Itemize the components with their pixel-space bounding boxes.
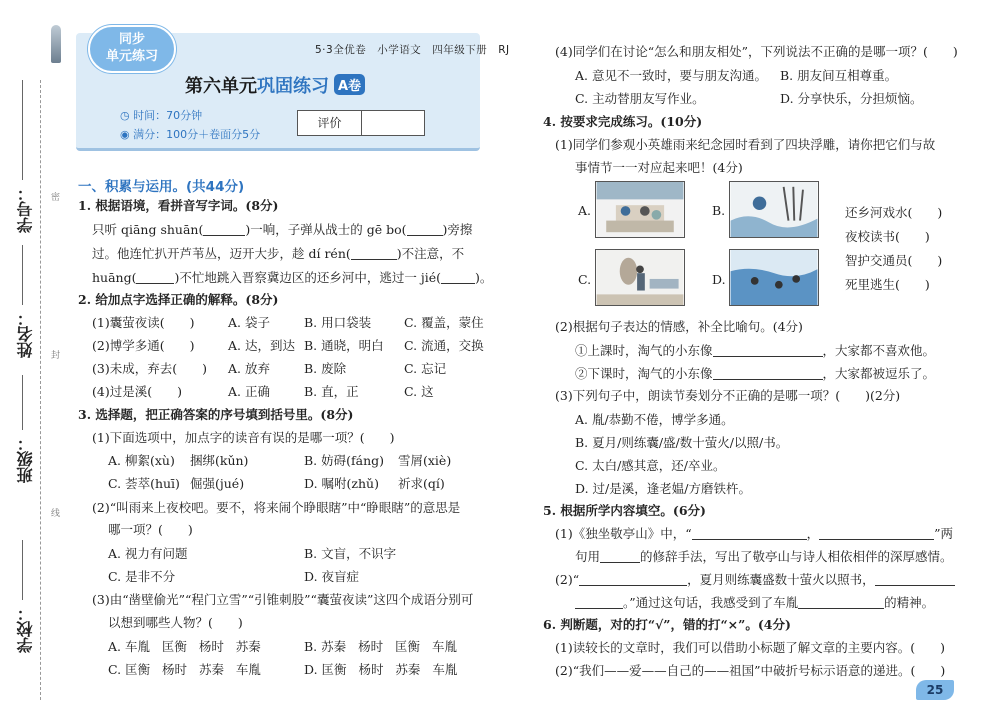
page-title: 第六单元巩固练习 A卷 [185,72,365,98]
q2-heading: 2. 给加点字选择正确的解释。(8分) [78,292,279,307]
q4-2-line1: ①上課时，淘气的小东像 ，大家都不喜欢他。 [575,343,936,358]
unit-badge-text: 同步 单元练习 [105,32,158,64]
q3-1-option-c2: 倔强(jué) [190,476,245,491]
q2-option: B. 废除 [304,361,347,376]
q1-line1: 只听 qiāng shuān( )一响，子弹从战士的 gē bo( )旁擦 [92,222,473,237]
q4-2-stem: (2)根据句子表达的情感，补全比喻句。(4分) [555,319,803,334]
poem-blank-2[interactable] [819,527,934,540]
q4-1-stem-cont: 事情节一一对应起来吧！(4分) [575,160,743,175]
q3-2-stem: (2)“叫雨来上夜校吧。要不，将来闹个睁眼瞎”中“睁眼瞎”的意思是 [92,500,461,515]
q3-3-option-a: A. 车胤 匡衡 杨时 苏秦 [108,639,261,654]
q3-3-option-d: D. 匡衡 杨时 苏秦 车胤 [304,662,458,677]
q1-blank-4[interactable] [136,271,174,284]
q2-option: A. 放弃 [228,361,270,376]
q3-3-stem: (3)由“凿壁偷光”“程门立雪”“引锥刺股”“囊萤夜读”这四个成语分别可 [92,592,474,607]
simile-blank-2[interactable] [713,367,823,380]
q2-option: A. 袋子 [228,315,270,330]
full-score: ◉ 满分：100分＋卷面分5分 [120,128,261,141]
q3-1-option-b2: 雪屑(xiè) [398,453,452,468]
seal-mark-xian: 线 [49,508,59,517]
match-item[interactable]: 还乡河戏水( ) [845,205,943,220]
q1-blank-2[interactable] [407,223,443,236]
q5-line3: (2)“ ，夏月则练囊盛数十萤火以照书， [555,570,955,588]
q4-3-option-b: B. 夏月/则练囊/盛/数十萤火/以照/书。 [575,435,789,450]
q1-line2: 过。他连忙扒开芦苇丛，迈开大步，趁 dí rén( )不注意，不 [92,246,465,261]
q3-3-option-b: B. 苏秦 杨时 匡衡 车胤 [304,639,457,654]
book-meta: 5·3全优卷 小学语文 四年级下册 RJ [315,44,510,56]
rocket-icon [51,25,61,63]
q2-option: A. 正确 [228,384,270,399]
school-blank[interactable] [22,540,23,600]
q3-1-option-a2: 捆绑(kǔn) [190,453,249,468]
quote-blank-2[interactable] [875,573,955,586]
q2-item[interactable]: (4)过是溪( ) [92,384,182,399]
q3-2-option-a: A. 视力有问题 [108,546,188,561]
q3-2-option-b: B. 文盲，不识字 [304,546,397,561]
name-label: 姓名： [16,310,35,358]
q3-2-option-d: D. 夜盲症 [304,569,360,584]
q6-item-1[interactable]: (1)读较长的文章时，我们可以借助小标题了解文章的主要内容。( ) [555,640,945,655]
version-tag: A卷 [334,74,365,95]
pic-label-b: B. [712,203,726,218]
q1-blank-1[interactable] [203,223,245,236]
q3-4-option-a: A. 意见不一致时，要与朋友沟通。 [575,68,767,83]
name-blank[interactable] [22,245,23,305]
q6-heading: 6. 判断题，对的打“√”，错的打“×”。(4分) [543,617,791,632]
q6-item-2[interactable]: (2)“我们——爱——自己的——祖国”中破折号标示语意的递进。( ) [555,663,946,678]
q3-2-option-c: C. 是非不分 [108,569,176,584]
class-blank[interactable] [22,375,23,430]
relief-picture-a [595,181,685,238]
q3-1-option-a: A. 柳絮(xù) [108,453,175,468]
q2-option: C. 忘记 [404,361,447,376]
q3-4-stem: (4)同学们在讨论“怎么和朋友相处”，下列说法不正确的是哪一项？( ) [555,44,958,59]
quote-blank-3[interactable] [575,596,623,609]
match-item[interactable]: 夜校读书( ) [845,229,930,244]
poem-blank-1[interactable] [692,527,807,540]
q4-3-option-d: D. 过/是溪，逢老媪/方磨铁杵。 [575,481,751,496]
simile-blank-1[interactable] [713,344,823,357]
q3-2-stem-cont: 哪一项？( ) [108,522,193,537]
q3-heading: 3. 选择题，把正确答案的序号填到括号里。(8分) [78,407,354,422]
q1-blank-3[interactable] [351,247,397,260]
q1-heading: 1. 根据语境，看拼音写字词。(8分) [78,198,279,213]
match-item[interactable]: 智护交通员( ) [845,253,943,268]
q2-option: A. 达，到达 [228,338,295,353]
q5-line2: 句用 的修辞手法，写出了敬亭山与诗人相依相伴的深厚感情。 [575,549,953,564]
q5-line1: (1)《独坐敬亭山》中，“ ， ”两 [555,526,954,541]
section-heading: 一、积累与运用。(共44分) [78,179,245,195]
q5-line4: 。”通过这句话，我感受到了车胤 的精神。 [575,593,934,611]
clock-icon: ◷ [120,109,134,122]
grade-input[interactable] [362,111,424,135]
q4-3-option-a: A. 胤/恭勤不倦，博学多通。 [575,412,734,427]
q4-1-stem: (1)同学们参观小英雄雨来纪念园时看到了四块浮雕，请你把它们与故 [555,137,936,152]
q3-4-option-c: C. 主动替朋友写作业。 [575,91,705,106]
q4-3-stem: (3)下列句子中，朗读节奏划分不正确的是哪一项？( )(2分) [555,388,901,403]
pic-label-a: A. [578,203,592,218]
pic-label-c: C. [578,272,592,287]
q2-option: B. 用口袋装 [304,315,372,330]
q2-option: B. 直，正 [304,384,359,399]
match-item[interactable]: 死里逃生( ) [845,277,930,292]
pic-label-d: D. [712,272,726,287]
q2-item[interactable]: (1)囊萤夜读( ) [92,315,195,330]
q1-line3: huāng( )不忙地跳入晋察冀边区的还乡河中，逃过一 jié( )。 [92,270,493,285]
q4-heading: 4. 按要求完成练习。(10分) [543,114,703,129]
q3-1-stem: (1)下面选项中，加点字的读音有误的是哪一项？( ) [92,430,395,445]
q3-1-option-d: D. 嘱咐(zhǔ) [304,476,379,491]
q2-option: C. 覆盖，蒙住 [404,315,484,330]
q3-4-option-b: B. 朋友间互相尊重。 [780,68,898,83]
q3-4-option-d: D. 分享快乐，分担烦恼。 [780,91,923,106]
relief-picture-b [729,181,819,238]
q2-item[interactable]: (3)未成，弃去( ) [92,361,207,376]
seal-mark-mi: 密 [49,192,59,201]
seal-mark-feng: 封 [49,350,59,359]
q5-heading: 5. 根据所学内容填空。(6分) [543,503,706,518]
q2-option: C. 流通，交换 [404,338,484,353]
school-label: 学校： [16,605,35,653]
page-number: 25 [916,680,954,700]
time-limit: ◷ 时间：70分钟 [120,109,203,122]
spirit-blank[interactable] [798,596,884,609]
rhetoric-blank[interactable] [600,550,640,563]
q2-option: C. 这 [404,384,434,399]
q3-1-option-b: B. 妨碍(fáng) [304,453,385,468]
q3-1-option-c: C. 荟萃(huī) [108,476,180,491]
student-id-blank[interactable] [22,80,23,180]
binding-dashed-line [40,80,41,700]
q3-1-option-d2: 祈求(qí) [398,476,445,491]
q3-3-option-c: C. 匡衡 杨时 苏秦 车胤 [108,662,261,677]
student-id-label: 学号： [16,185,35,233]
q4-3-option-c: C. 太白/感其意，还/卒业。 [575,458,726,473]
quote-blank-1[interactable] [579,573,687,586]
q2-option: B. 通晓，明白 [304,338,384,353]
relief-picture-c [595,249,685,306]
grade-label: 评价 [298,111,362,135]
check-circle-icon: ◉ [120,128,134,141]
relief-picture-d [729,249,819,306]
q2-item[interactable]: (2)博学多通( ) [92,338,195,353]
q3-3-stem-cont: 以想到哪些人物？( ) [108,615,243,630]
class-label: 班级： [16,435,35,483]
q4-2-line2: ②下课时，淘气的小东像 ，大家都被逗乐了。 [575,366,936,381]
q1-blank-5[interactable] [441,271,475,284]
